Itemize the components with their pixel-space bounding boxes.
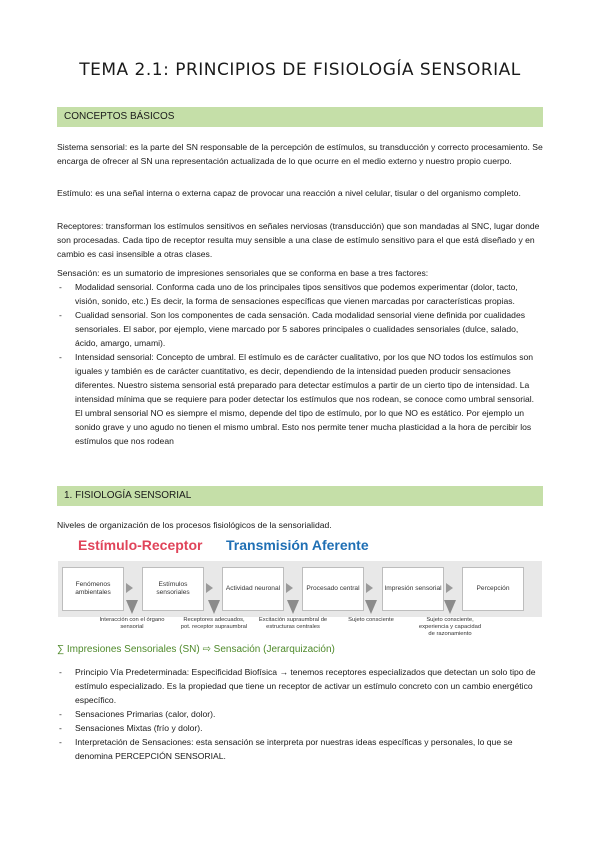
principles-list [57,665,543,763]
paragraph-estimulo: Estímulo: es una señal interna o externa capaz de provocar una reacción a nivel celular, tisular o del organismo completo. [57,188,521,198]
page-title: TEMA 2.1: PRINCIPIOS DE FISIOLOGÍA SENSORIAL [79,60,521,80]
section-heading-conceptos: CONCEPTOS BÁSICOS [57,107,543,127]
paragraph-sensacion: Sensación: es un sumatorio de impresiones sensoriales que se conforma en base a tres factores: [57,268,429,278]
diagram-box: Estímulos sensoriales [142,567,204,611]
diagram-down-label: Excitación supraumbral de estructuras centrales [258,617,328,630]
section-heading-fisiologia: 1. FISIOLOGÍA SENSORIAL [57,486,543,506]
diagram-down-label: Interacción con el órgano sensorial [99,617,165,630]
paragraph-niveles: Niveles de organización de los procesos fisiológicos de la sensorialidad. [57,520,332,530]
paragraph-sistema-sensorial: Sistema sensorial: es la parte del SN responsable de la percepción de estímulos, su transducción y correcto procesamiento. Se encarga de ofrecer al SN una representación actualizada de lo que ocurre en el medio externo y nuestro propio cuerpo. [57,142,543,166]
diagram-heading-estimulo-receptor: Estímulo-Receptor [78,537,203,553]
right-arrow-icon [126,583,133,593]
list-item: - Sensaciones Primarias (calor, dolor). [57,707,543,721]
right-arrow-icon [286,583,293,593]
list-item: - Modalidad sensorial. Conforma cada uno de los principales tipos sensitivos que podemos experimentar (dolor, tacto, visión, sonido, etc.) Es decir, la forma de sensaciones específicas que vienen marcadas por características propias. [57,280,543,308]
diagram-heading-transmision-aferente: Transmisión Aferente [226,537,369,553]
diagram-box: Actividad neuronal [222,567,284,611]
list-item: - Intensidad sensorial: Concepto de umbral. El estímulo es de carácter cualitativo, por los que NO todos los estímulos son iguales y también es de carácter cuantitativo, es decir, dependiendo de la intensidad pueden producir sensaciones diferentes. Nuestro sistema sensorial está preparado para detectar estímulos a partir de un cierto tipo de intensidad. La intensidad mínima que se requiere para poder detectar los estímulos que nos rodean, se conoce como umbral sensorial. El umbral sensorial NO es siempre el mismo, depende del tipo de estímulo, por lo que NO es estático. Por ejemplo un sonido grave y uno agudo no tienen el mismo umbral. Esto nos permite tener mucha plasticidad a la hora de percibir los estímulos que nos rodean [57,350,543,448]
diagram-box: Impresión sensorial [382,567,444,611]
right-arrow-icon [446,583,453,593]
right-arrow-icon [206,583,213,593]
down-arrow-icon [444,600,456,614]
diagram-box: Fenómenos ambientales [62,567,124,611]
diagram-down-label: Sujeto consciente [348,617,394,623]
right-arrow-icon [366,583,373,593]
down-arrow-icon [126,600,138,614]
diagram-down-label: Receptores adecuados, pot. receptor supraumbral [180,617,248,630]
diagram-box: Percepción [462,567,524,611]
down-arrow-icon [208,600,220,614]
diagram-down-label: Sujeto consciente, experiencia y capacidad de razonamiento [418,617,482,637]
sensation-hierarchy-subtitle: ∑ Impresiones Sensoriales (SN) ⇨ Sensación (Jerarquización) [57,644,335,655]
down-arrow-icon [365,600,377,614]
list-item: - Cualidad sensorial. Son los componentes de cada sensación. Cada modalidad sensorial viene definida por cualidades sensoriales. El sabor, por ejemplo, viene marcado por 5 sabores principales o cualidades sensoriales (dulce, salado, ácido, amargo, umami). [57,308,543,350]
list-item: - Principio Vía Predeterminada: Especificidad Biofísica → tenemos receptores especializados que detectan un solo tipo de estímulo especializado. Es la propiedad que tiene un receptor de activar un estímulo concreto con un cambio energético específico. [57,665,543,707]
list-item: - Sensaciones Mixtas (frío y dolor). [57,721,543,735]
down-arrow-icon [287,600,299,614]
diagram-box: Procesado central [302,567,364,611]
paragraph-receptores: Receptores: transforman los estímulos sensitivos en señales nerviosas (transducción) que son mandadas al SNC, lugar donde son procesadas. Cada tipo de receptor resulta muy sensible a una clase de estímulo sensitivo para el que está diseñado y en cambio es casi insensible a otras clases. [57,221,540,259]
list-item: - Interpretación de Sensaciones: esta sensación se interpreta por nuestras ideas específicas y personales, lo que se denomina PERCEPCIÓN SENSORIAL. [57,735,543,763]
factors-list [57,280,543,448]
